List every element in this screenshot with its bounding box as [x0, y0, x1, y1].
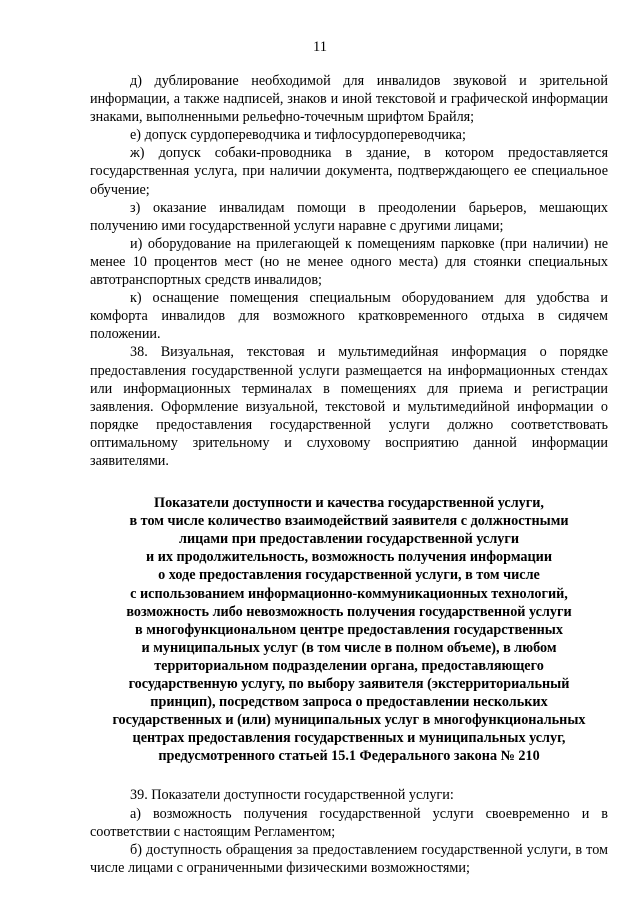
- heading-line: возможность либо невозможность получения государственной услуги: [126, 603, 572, 620]
- heading-line: государственных и (или) муниципальных услуг в многофункциональных: [112, 712, 586, 729]
- heading-line: принцип), посредством запроса о предоставлении нескольких: [150, 694, 548, 711]
- paragraph-39-a: а) возможность получения государственной услуги своевременно и в соответствии с настоящим Регламентом;: [90, 805, 608, 840]
- paragraph-39: 39. Показатели доступности государственной услуги:: [130, 787, 454, 804]
- paragraph-d: д) дублирование необходимой для инвалидов звуковой и зрительной информации, а также надписей, знаков и иной текстовой и графической информации знаками, выполненными рельефно-точечным шрифтом Брайля;: [90, 73, 608, 126]
- paragraph-k: к) оснащение помещения специальным оборудованием для удобства и комфорта инвалидов для возможного кратковременного отдыха в сидячем положении.: [90, 290, 608, 343]
- paragraph-38: 38. Визуальная, текстовая и мультимедийная информация о порядке предоставления государственной услуги размещается на информационных стендах или информационных терминалах в помещениях для приема и регистрации заявления. Оформление визуальной, текстовой и мультимедийной информации о порядке предоставления государственной услуги должно соответствовать оптимальному зрительному и слуховому восприятию данной информации заявителями.: [90, 344, 608, 469]
- page-number: 11: [313, 39, 327, 55]
- heading-line: в многофункциональном центре предоставления государственных: [135, 621, 563, 638]
- heading-line: в том числе количество взаимодействий заявителя с должностными: [129, 513, 569, 530]
- paragraph-zh: ж) допуск собаки-проводника в здание, в котором предоставляется государственная услуга, при наличии документа, подтверждающего ее специальное обучение;: [90, 145, 608, 198]
- heading-line: предусмотренного статьей 15.1 Федерального закона № 210: [158, 748, 540, 765]
- heading-line: с использованием информационно-коммуникационных технологий,: [130, 585, 568, 602]
- heading-line: территориальном подразделении органа, предоставляющего: [154, 657, 544, 674]
- document-body: [90, 72, 608, 877]
- paragraph-e: е) допуск сурдопереводчика и тифлосурдопереводчика;: [130, 127, 466, 144]
- heading-line: Показатели доступности и качества государственной услуги,: [154, 495, 544, 512]
- heading-line: центрах предоставления государственных и муниципальных услуг,: [132, 730, 566, 747]
- heading-line: государственную услугу, по выбору заявителя (экстерриториальный: [128, 676, 570, 692]
- heading-line: лицами при предоставлении государственной услуги: [178, 531, 520, 548]
- heading-line: и муниципальных услуг (в том числе в полном объеме), в любом: [141, 639, 557, 656]
- heading-line: о ходе предоставления государственной услуги, в том числе: [158, 567, 540, 584]
- section-heading: [90, 494, 608, 765]
- paragraph-z: з) оказание инвалидам помощи в преодолении барьеров, мешающих получению ими государственной услуги наравне с другими лицами;: [90, 199, 608, 234]
- paragraph-39-b: б) доступность обращения за предоставлением государственной услуги, в том числе лицами с ограниченными физическими возможностями;: [90, 841, 608, 876]
- paragraph-i: и) оборудование на прилегающей к помещениям парковке (при наличии) не менее 10 процентов мест (но не менее одного места) для стоянки специальных автотранспортных средств инвалидов;: [90, 235, 608, 289]
- heading-line: и их продолжительность, возможность получения информации: [145, 549, 553, 566]
